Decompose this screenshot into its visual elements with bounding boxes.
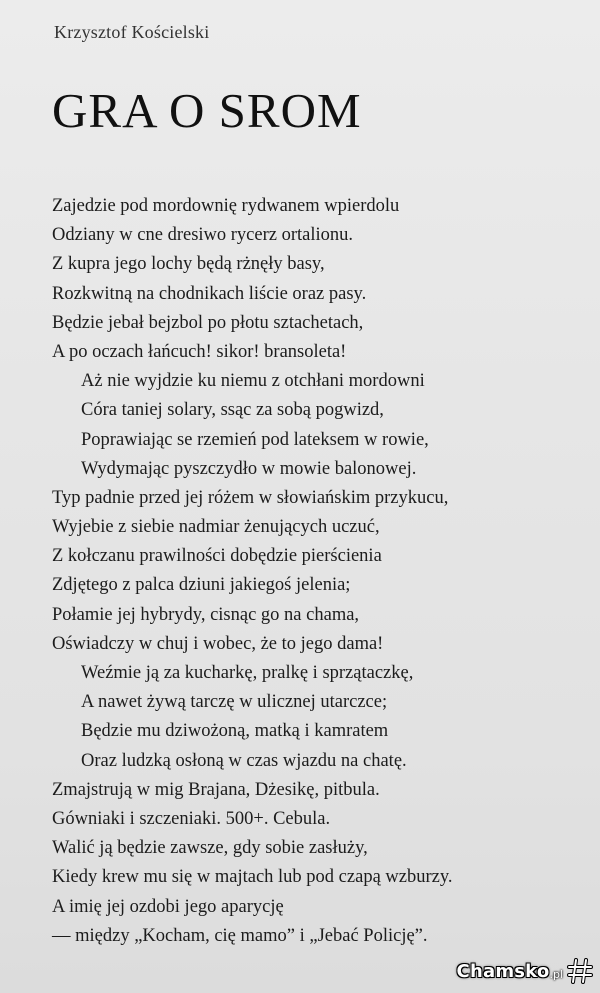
poem-line: Weźmie ją za kucharkę, pralkę i sprzątaczkę, xyxy=(81,663,414,683)
poem-line: Rozkwitną na chodnikach liście oraz pasy. xyxy=(52,283,367,304)
poem-line: Oraz ludzką osłoną w czas wjazdu na chatę. xyxy=(81,750,407,771)
poem-line: Córa taniej solary, ssąc za sobą pogwizd, xyxy=(81,400,384,421)
poem-line: Aż nie wyjdzie ku niemu z otchłani mordowni xyxy=(81,371,425,392)
author-name: Krzysztof Kościelski xyxy=(54,22,210,42)
poem-line: Z kołczanu prawilności dobędzie pierścienia xyxy=(52,546,382,567)
poem-line: A imię jej ozdobi jego aparycję xyxy=(52,896,284,917)
poem-line: Będzie mu dziwożoną, matką i kamratem xyxy=(81,721,389,742)
poem-line: Połamie jej hybrydy, cisnąc go na chama, xyxy=(52,604,360,625)
watermark-suffix: .pl xyxy=(549,968,563,981)
poem-line: Zdjętego z palca dziuni jakiegoś jelenia; xyxy=(52,575,351,596)
poem-line: Kiedy krew mu się w majtach lub pod czapą wzburzy. xyxy=(52,867,453,888)
poem-line: Będzie jebał bejzbol po płotu sztachetach, xyxy=(52,312,364,333)
poem-line: Z kupra jego lochy będą rżnęły basy, xyxy=(52,254,325,275)
poem-title: GRA O SROM xyxy=(52,83,362,138)
hash-logo-icon xyxy=(566,957,594,985)
poem-line: Walić ją będzie zawsze, gdy sobie zasłuży, xyxy=(52,838,368,859)
poem-line: A po oczach łańcuch! sikor! bransoleta! xyxy=(52,341,347,362)
poem-line: Wyjebie z siebie nadmiar żenujących uczuć, xyxy=(52,517,380,538)
poem-line: Zajedzie pod mordownię rydwanem wpierdolu xyxy=(52,196,400,216)
poem-line: Zmajstrują w mig Brajana, Dżesikę, pitbula. xyxy=(52,779,380,800)
poem-line: Oświadczy w chuj i wobec, że to jego dama! xyxy=(52,633,384,654)
poem-line: Poprawiając se rzemień pod lateksem w rowie, xyxy=(81,429,429,450)
poem-line: Gówniaki i szczeniaki. 500+. Cebula. xyxy=(52,808,331,829)
watermark xyxy=(457,957,594,985)
watermark-text: Chamsko xyxy=(456,960,550,982)
poem-line: Wydymając pyszczydło w mowie balonowej. xyxy=(81,458,417,479)
poem-line: — między „Kocham, cię mamo” i „Jebać Policję”. xyxy=(52,925,428,946)
poem-line: A nawet żywą tarczę w ulicznej utarczce; xyxy=(81,692,388,713)
poem-line: Typ padnie przed jej różem w słowiańskim przykucu, xyxy=(52,487,449,508)
poem-line: Odziany w cne dresiwo rycerz ortalionu. xyxy=(52,225,354,246)
poem-body xyxy=(52,192,597,951)
